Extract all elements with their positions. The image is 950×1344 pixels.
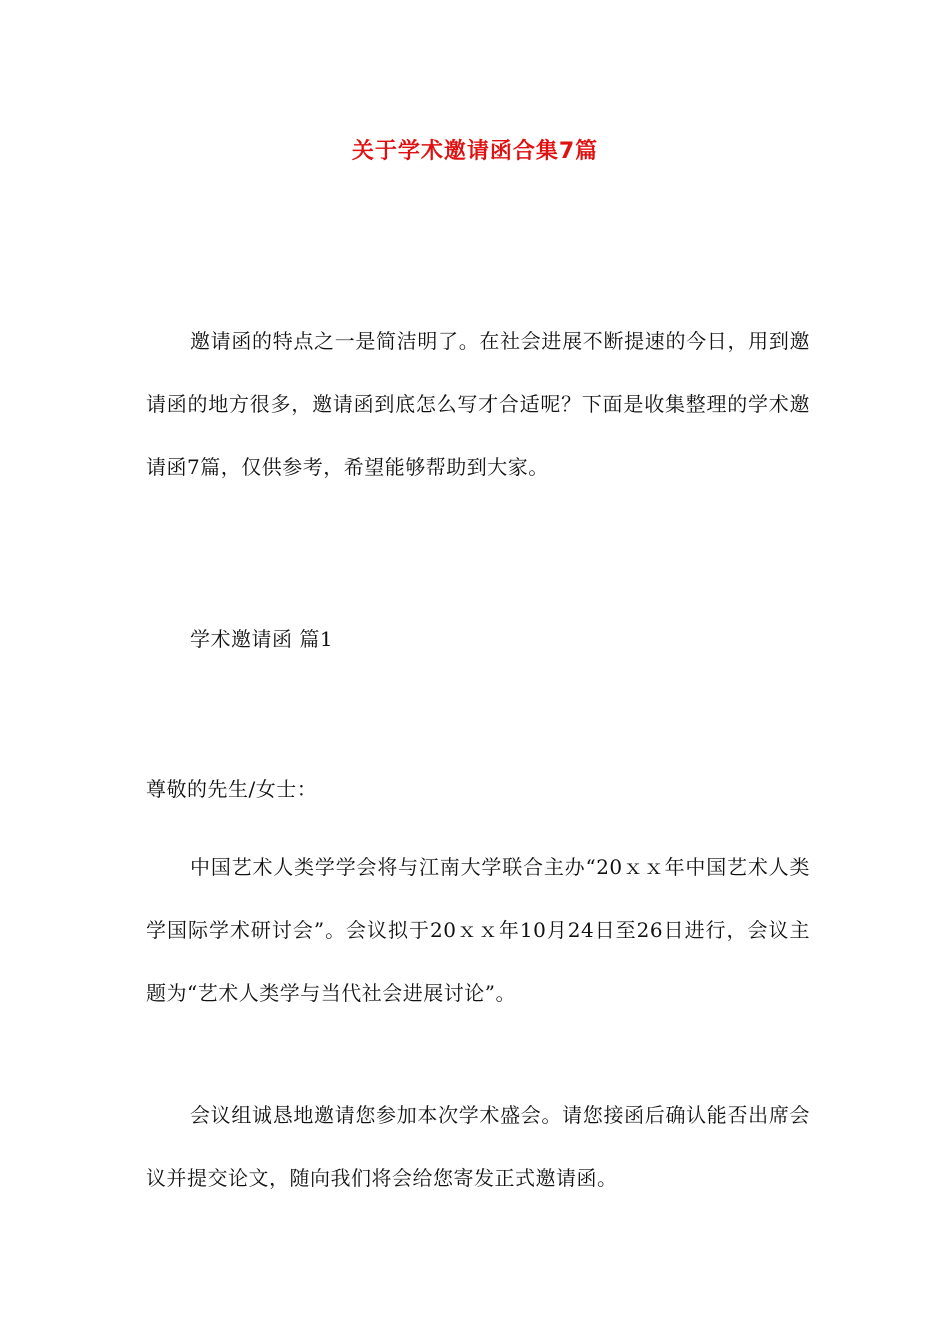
document-title: 关于学术邀请函合集7篇 (351, 139, 599, 164)
letter-paragraph-1: 中国艺术人类学学会将与江南大学联合主办“20ｘｘ年中国艺术人类学国际学术研讨会”。会议拟于20ｘｘ年10月24日至26日进行，会议主题为“艺术人类学与当代社会进展讨论”。 (146, 855, 810, 1005)
intro-paragraph: 邀请函的特点之一是简洁明了。在社会进展不断提速的今日，用到邀请函的地方很多，邀请函到底怎么写才合适呢？下面是收集整理的学术邀请函7篇，仅供参考，希望能够帮助到大家。 (146, 329, 810, 479)
salutation: 尊敬的先生/女士： (146, 777, 318, 801)
letter-paragraph-2: 会议组诚恳地邀请您参加本次学术盛会。请您接函后确认能否出席会议并提交论文，随向我们将会给您寄发正式邀请函。 (146, 1103, 810, 1190)
section-heading: 学术邀请函 篇1 (190, 627, 334, 651)
